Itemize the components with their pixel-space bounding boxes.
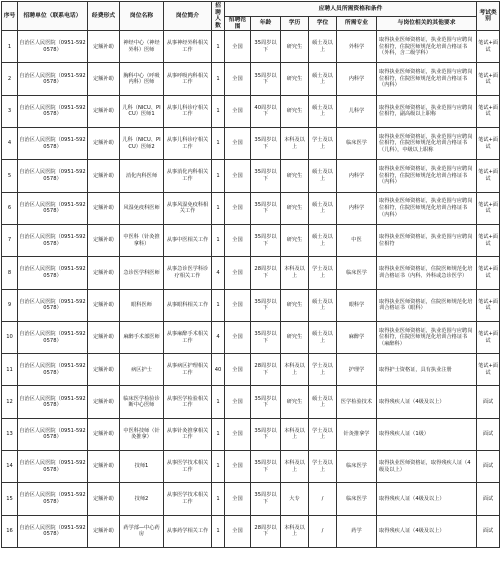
cell-exam: 笔试+面试 [477, 192, 500, 224]
cell-other: 取得残疾人证（4级及以上） [377, 515, 477, 547]
cell-degree: 学士及以上 [309, 354, 337, 386]
cell-major: 护理学 [337, 354, 377, 386]
cell-unit: 自治区人民医院（0951-5920578） [18, 354, 88, 386]
cell-funding: 定额补助 [88, 418, 120, 450]
cell-major: 眼科学 [337, 289, 377, 321]
cell-major: 外科学 [337, 31, 377, 63]
cell-count: 4 [212, 257, 225, 289]
cell-profile: 从事针灸推拿相关工作 [164, 418, 212, 450]
cell-position: 中医科技师（针灸推拿） [120, 418, 164, 450]
cell-degree: 学士及以上 [309, 128, 337, 160]
cell-seq: 2 [2, 63, 18, 95]
cell-age: 40周岁以下 [251, 95, 281, 127]
cell-exam: 面试 [477, 451, 500, 483]
cell-position: 消化内科医师 [120, 160, 164, 192]
header-position: 岗位名称 [120, 2, 164, 31]
cell-age: 35周岁以下 [251, 386, 281, 418]
header-funding: 经费形式 [88, 2, 120, 31]
cell-other: 取得执业医师资格证，执业范围与应聘岗位相符，副高级以上职称 [377, 95, 477, 127]
cell-education: 本科及以上 [281, 451, 309, 483]
cell-profile: 从事神经外科相关工作 [164, 31, 212, 63]
cell-exam: 面试 [477, 515, 500, 547]
cell-funding: 定额补助 [88, 160, 120, 192]
cell-profile: 从事眼科相关工作 [164, 289, 212, 321]
cell-profile: 从事儿科诊疗相关工作 [164, 95, 212, 127]
cell-other: 取得执业医师资格证，执业范围与应聘岗位相符，住院医师规范化培训合格证书（外科，含二级学科） [377, 31, 477, 63]
cell-age: 35周岁以下 [251, 321, 281, 353]
table-row [2, 386, 500, 418]
cell-profile: 从事风湿免疫科相关工作 [164, 192, 212, 224]
cell-other: 取得执业医师资格证，执业范围与应聘岗位相符，住院医师规范化培训合格证书（麻醉科） [377, 321, 477, 353]
cell-degree: 学士及以上 [309, 451, 337, 483]
cell-position: 技师2 [120, 483, 164, 515]
cell-degree: / [309, 515, 337, 547]
header-major: 所需专业 [337, 17, 377, 31]
cell-funding: 定额补助 [88, 289, 120, 321]
cell-other: 取得残疾人证（4级及以上） [377, 386, 477, 418]
cell-exam: 笔试+面试 [477, 354, 500, 386]
cell-funding: 定额补助 [88, 95, 120, 127]
cell-other: 取得执业医师资格证，执业范围与应聘岗位相符，住院医师规范化培训合格证书（内科） [377, 160, 477, 192]
header-profile: 岗位简介 [164, 2, 212, 31]
cell-count: 1 [212, 224, 225, 256]
cell-major: 麻醉学 [337, 321, 377, 353]
cell-unit: 自治区人民医院（0951-5920578） [18, 128, 88, 160]
cell-degree: 硕士及以上 [309, 31, 337, 63]
cell-scope: 全国 [225, 63, 251, 95]
cell-profile: 从事呼吸内科相关工作 [164, 63, 212, 95]
cell-degree: 硕士及以上 [309, 95, 337, 127]
cell-degree: 硕士及以上 [309, 63, 337, 95]
cell-other: 取得残疾人证（1级） [377, 418, 477, 450]
header-education: 学历 [281, 17, 309, 31]
cell-education: 研究生 [281, 224, 309, 256]
cell-position: 病区护士 [120, 354, 164, 386]
cell-major: 内科学 [337, 160, 377, 192]
cell-seq: 13 [2, 418, 18, 450]
cell-other: 取得执业医师资格证，执业范围与应聘岗位相符，住院医师规范化培训合格证书（内科） [377, 63, 477, 95]
cell-scope: 全国 [225, 354, 251, 386]
cell-funding: 定额补助 [88, 321, 120, 353]
cell-education: 研究生 [281, 386, 309, 418]
cell-education: 研究生 [281, 95, 309, 127]
cell-other: 取得执业医师资格证，执业范围与应聘岗位相符 [377, 224, 477, 256]
cell-scope: 全国 [225, 224, 251, 256]
cell-count: 1 [212, 289, 225, 321]
cell-funding: 定额补助 [88, 483, 120, 515]
cell-scope: 全国 [225, 95, 251, 127]
cell-other: 取得护士资格证，具有执业注册 [377, 354, 477, 386]
cell-exam: 笔试+面试 [477, 160, 500, 192]
cell-position: 技师1 [120, 451, 164, 483]
cell-seq: 9 [2, 289, 18, 321]
cell-unit: 自治区人民医院（0951-5920578） [18, 515, 88, 547]
cell-unit: 自治区人民医院（0951-5920578） [18, 418, 88, 450]
cell-count: 1 [212, 160, 225, 192]
cell-profile: 从事消化内科相关工作 [164, 160, 212, 192]
cell-major: 临床医学 [337, 257, 377, 289]
cell-profile: 从事中医相关工作 [164, 224, 212, 256]
cell-funding: 定额补助 [88, 451, 120, 483]
cell-seq: 1 [2, 31, 18, 63]
cell-scope: 全国 [225, 418, 251, 450]
header-scope: 招聘范围 [225, 17, 251, 31]
cell-count: 1 [212, 418, 225, 450]
cell-count: 1 [212, 451, 225, 483]
cell-education: 研究生 [281, 160, 309, 192]
cell-unit: 自治区人民医院（0951-5920578） [18, 224, 88, 256]
cell-count: 1 [212, 31, 225, 63]
cell-unit: 自治区人民医院（0951-5920578） [18, 95, 88, 127]
cell-seq: 4 [2, 128, 18, 160]
table-row [2, 95, 500, 127]
cell-count: 1 [212, 483, 225, 515]
cell-position: 儿科（NICU、PICU）医师1 [120, 95, 164, 127]
cell-unit: 自治区人民医院（0951-5920578） [18, 160, 88, 192]
cell-major: 儿科学 [337, 95, 377, 127]
cell-education: 研究生 [281, 31, 309, 63]
cell-scope: 全国 [225, 192, 251, 224]
cell-age: 35周岁以下 [251, 160, 281, 192]
table-row [2, 289, 500, 321]
cell-seq: 10 [2, 321, 18, 353]
cell-unit: 自治区人民医院（0951-5920578） [18, 451, 88, 483]
cell-age: 35周岁以下 [251, 451, 281, 483]
cell-major: 内科学 [337, 63, 377, 95]
header-row-1 [2, 2, 500, 17]
cell-age: 35周岁以下 [251, 128, 281, 160]
cell-major: 临床医学 [337, 128, 377, 160]
cell-scope: 全国 [225, 321, 251, 353]
cell-funding: 定额补助 [88, 192, 120, 224]
cell-age: 35周岁以下 [251, 63, 281, 95]
header-exam: 考试类别 [477, 2, 500, 31]
table-row [2, 128, 500, 160]
cell-degree: 学士及以上 [309, 418, 337, 450]
cell-scope: 全国 [225, 515, 251, 547]
cell-exam: 面试 [477, 418, 500, 450]
cell-scope: 全国 [225, 128, 251, 160]
cell-exam: 笔试+面试 [477, 321, 500, 353]
cell-count: 40 [212, 354, 225, 386]
cell-count: 1 [212, 386, 225, 418]
cell-education: 本科及以上 [281, 354, 309, 386]
cell-education: 本科及以上 [281, 128, 309, 160]
cell-seq: 5 [2, 160, 18, 192]
cell-funding: 定额补助 [88, 515, 120, 547]
cell-degree: 硕士及以上 [309, 160, 337, 192]
table-row [2, 257, 500, 289]
cell-age: 35周岁以下 [251, 418, 281, 450]
cell-position: 风湿免疫科医师 [120, 192, 164, 224]
cell-exam: 笔试+面试 [477, 257, 500, 289]
table-row [2, 224, 500, 256]
cell-age: 35周岁以下 [251, 31, 281, 63]
table-row [2, 451, 500, 483]
cell-profile: 从事药学相关工作 [164, 515, 212, 547]
header-count: 招聘人数 [212, 2, 225, 31]
cell-position: 神经中心（神经外科）医师 [120, 31, 164, 63]
cell-seq: 11 [2, 354, 18, 386]
table-row [2, 515, 500, 547]
table-row [2, 483, 500, 515]
cell-unit: 自治区人民医院（0951-5920578） [18, 321, 88, 353]
cell-profile: 从事医学检验相关工作 [164, 386, 212, 418]
cell-scope: 全国 [225, 483, 251, 515]
cell-funding: 定额补助 [88, 224, 120, 256]
cell-funding: 定额补助 [88, 31, 120, 63]
cell-education: 本科及以上 [281, 257, 309, 289]
cell-education: 本科及以上 [281, 418, 309, 450]
cell-age: 35周岁以下 [251, 483, 281, 515]
cell-degree: 硕士及以上 [309, 321, 337, 353]
cell-seq: 7 [2, 224, 18, 256]
cell-count: 1 [212, 192, 225, 224]
cell-other: 取得执业医师资格证，住院医师规范化培训合格证书（眼科） [377, 289, 477, 321]
table-row [2, 354, 500, 386]
cell-other: 取得执业医师资格证，执业范围与应聘岗位相符，住院医师规范化培训合格证书（内科） [377, 192, 477, 224]
cell-education: 研究生 [281, 63, 309, 95]
cell-age: 35周岁以下 [251, 289, 281, 321]
cell-other: 取得执业医师资格证，住院医师规范化培训合格证书（内科、外科或急诊医学） [377, 257, 477, 289]
cell-exam: 面试 [477, 386, 500, 418]
cell-education: 本科及以上 [281, 515, 309, 547]
cell-unit: 自治区人民医院（0951-5920578） [18, 63, 88, 95]
cell-age: 35周岁以下 [251, 192, 281, 224]
cell-scope: 全国 [225, 257, 251, 289]
table-row [2, 418, 500, 450]
cell-scope: 全国 [225, 31, 251, 63]
cell-funding: 定额补助 [88, 63, 120, 95]
cell-degree: 学士及以上 [309, 257, 337, 289]
cell-position: 儿科（NICU、PICU）医师2 [120, 128, 164, 160]
cell-position: 临床医学检验诊断中心医师 [120, 386, 164, 418]
cell-degree: / [309, 483, 337, 515]
cell-position: 眼科医师 [120, 289, 164, 321]
cell-count: 1 [212, 128, 225, 160]
cell-exam: 笔试+面试 [477, 224, 500, 256]
header-unit: 招聘单位（联系电话） [18, 2, 88, 31]
cell-unit: 自治区人民医院（0951-5920578） [18, 192, 88, 224]
header-age: 年龄 [251, 17, 281, 31]
cell-exam: 笔试+面试 [477, 63, 500, 95]
cell-unit: 自治区人民医院（0951-5920578） [18, 31, 88, 63]
cell-position: 中医科（针灸推拿科） [120, 224, 164, 256]
cell-profile: 从事医学技术相关工作 [164, 451, 212, 483]
cell-position: 麻醉手术部医师 [120, 321, 164, 353]
header-seq: 序号 [2, 2, 18, 31]
cell-other: 取得执业医师资格证，执业范围与应聘岗位相符，住院医师规范化培训合格证书（儿科），中级以上职称 [377, 128, 477, 160]
cell-funding: 定额补助 [88, 128, 120, 160]
cell-seq: 3 [2, 95, 18, 127]
cell-exam: 笔试+面试 [477, 289, 500, 321]
table-row [2, 321, 500, 353]
cell-age: 35周岁以下 [251, 224, 281, 256]
cell-funding: 定额补助 [88, 386, 120, 418]
cell-count: 4 [212, 321, 225, 353]
cell-scope: 全国 [225, 160, 251, 192]
cell-major: 内科学 [337, 192, 377, 224]
cell-unit: 自治区人民医院（0951-5920578） [18, 386, 88, 418]
cell-seq: 6 [2, 192, 18, 224]
cell-major: 中医 [337, 224, 377, 256]
cell-position: 胸科中心（呼吸内科）医师 [120, 63, 164, 95]
header-other: 与岗位相关的其他要求 [377, 17, 477, 31]
cell-count: 1 [212, 95, 225, 127]
cell-degree: 硕士及以上 [309, 224, 337, 256]
cell-major: 临床医学 [337, 451, 377, 483]
cell-unit: 自治区人民医院（0951-5920578） [18, 483, 88, 515]
cell-exam: 笔试+面试 [477, 31, 500, 63]
cell-position: 药学部—中心药房 [120, 515, 164, 547]
cell-seq: 12 [2, 386, 18, 418]
table-body [2, 31, 500, 548]
table-row [2, 31, 500, 63]
cell-count: 1 [212, 515, 225, 547]
cell-profile: 从事医学技术相关工作 [164, 483, 212, 515]
cell-other: 取得残疾人证（4级及以上） [377, 483, 477, 515]
cell-major: 临床医学 [337, 483, 377, 515]
cell-funding: 定额补助 [88, 354, 120, 386]
cell-education: 研究生 [281, 289, 309, 321]
cell-seq: 16 [2, 515, 18, 547]
table-row [2, 63, 500, 95]
cell-major: 药学 [337, 515, 377, 547]
cell-profile: 从事病区护理相关工作 [164, 354, 212, 386]
cell-exam: 笔试+面试 [477, 128, 500, 160]
cell-seq: 8 [2, 257, 18, 289]
cell-profile: 从事麻醉手术相关工作 [164, 321, 212, 353]
cell-age: 28周岁以下 [251, 515, 281, 547]
cell-education: 大专 [281, 483, 309, 515]
cell-degree: 硕士及以上 [309, 386, 337, 418]
cell-seq: 15 [2, 483, 18, 515]
cell-education: 研究生 [281, 321, 309, 353]
cell-degree: 硕士及以上 [309, 289, 337, 321]
header-conditions: 应聘人员所需资格和条件 [225, 2, 477, 17]
cell-scope: 全国 [225, 289, 251, 321]
cell-funding: 定额补助 [88, 257, 120, 289]
recruitment-table [1, 1, 500, 548]
cell-unit: 自治区人民医院（0951-5920578） [18, 289, 88, 321]
cell-position: 急诊医学科医师 [120, 257, 164, 289]
cell-other: 取得执业医师资格证，取得残疾人证（4级及以上） [377, 451, 477, 483]
cell-degree: 硕士及以上 [309, 192, 337, 224]
cell-scope: 全国 [225, 386, 251, 418]
cell-education: 研究生 [281, 192, 309, 224]
cell-seq: 14 [2, 451, 18, 483]
cell-major: 医学检验技术 [337, 386, 377, 418]
cell-count: 1 [212, 63, 225, 95]
table-row [2, 160, 500, 192]
cell-exam: 笔试+面试 [477, 95, 500, 127]
cell-age: 28周岁以下 [251, 257, 281, 289]
cell-unit: 自治区人民医院（0951-5920578） [18, 257, 88, 289]
cell-profile: 从事儿科诊疗相关工作 [164, 128, 212, 160]
cell-scope: 全国 [225, 451, 251, 483]
cell-profile: 从事急诊医学科诊疗相关工作 [164, 257, 212, 289]
header-degree: 学位 [309, 17, 337, 31]
table-row [2, 192, 500, 224]
cell-age: 28周岁以下 [251, 354, 281, 386]
cell-exam: 面试 [477, 483, 500, 515]
cell-major: 针灸推拿学 [337, 418, 377, 450]
